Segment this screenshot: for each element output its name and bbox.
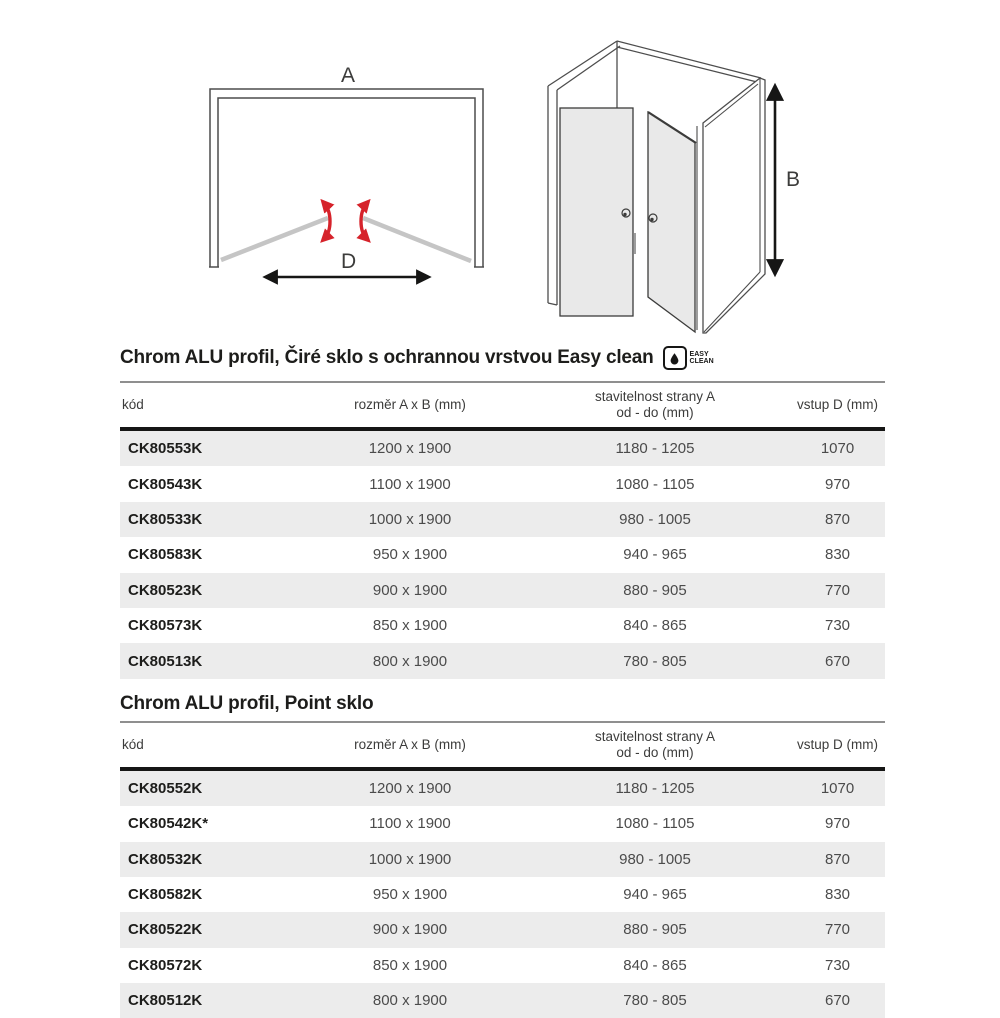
cell-code: CK80572K	[128, 956, 203, 974]
col-header-adjust-line1: stavitelnost strany A	[594, 389, 716, 404]
cell-entry: 1070	[820, 440, 855, 458]
cell-size: 950 x 1900	[372, 886, 448, 904]
cell-size: 900 x 1900	[372, 921, 448, 939]
cell-entry: 770	[824, 581, 851, 599]
cell-entry: 830	[824, 546, 851, 564]
cell-entry: 1070	[820, 779, 855, 797]
table-header-row	[120, 723, 885, 769]
cell-code: CK80533K	[128, 510, 203, 528]
badge-line2: CLEAN	[689, 358, 714, 365]
badge-line1: EASY	[689, 350, 709, 358]
cell-range: 1180 - 1205	[615, 779, 695, 797]
col-header-size: rozměr A x B (mm)	[300, 723, 520, 769]
cell-range: 780 - 805	[623, 992, 687, 1010]
cell-range: 780 - 805	[623, 652, 687, 670]
cell-size: 850 x 1900	[372, 956, 448, 974]
cell-entry: 670	[824, 652, 851, 670]
cell-size: 800 x 1900	[372, 652, 448, 670]
easy-clean-badge	[663, 346, 714, 370]
cell-code: CK80583K	[128, 546, 203, 564]
table-row	[120, 983, 885, 1018]
cell-range: 840 - 865	[623, 617, 687, 635]
cell-code: CK80523K	[128, 581, 203, 599]
spec-table-easy-clean	[120, 383, 885, 679]
cell-entry: 670	[824, 992, 851, 1010]
section-heading-point	[120, 691, 885, 723]
cell-size: 1200 x 1900	[368, 440, 452, 458]
cell-range: 1180 - 1205	[615, 440, 695, 458]
cell-entry: 730	[824, 617, 851, 635]
spec-table-point	[120, 723, 885, 1018]
cell-entry: 970	[824, 815, 851, 833]
table-row	[120, 842, 885, 877]
cell-range: 1080 - 1105	[615, 475, 695, 493]
cell-code: CK80552K	[128, 779, 203, 797]
cell-entry: 830	[824, 886, 851, 904]
table-row	[120, 429, 885, 466]
cell-code: CK80543K	[128, 475, 203, 493]
table-row	[120, 537, 885, 572]
col-header-adjust	[520, 723, 790, 769]
dimension-label-b: B	[786, 168, 801, 191]
table-row	[120, 877, 885, 912]
dimension-label-a: A	[341, 64, 356, 87]
cell-range: 980 - 1005	[619, 510, 691, 528]
section-heading-easy-clean	[120, 345, 885, 383]
col-header-adjust-line1: stavitelnost strany A	[594, 728, 716, 744]
col-header-adjust	[520, 383, 790, 429]
cell-size: 800 x 1900	[372, 992, 448, 1010]
table-body-point	[120, 769, 885, 1018]
easy-clean-badge-text	[690, 351, 714, 366]
table-body-easy-clean	[120, 429, 885, 679]
cell-size: 1000 x 1900	[368, 850, 452, 868]
dimension-label-d: D	[341, 250, 357, 273]
cell-code: CK80513K	[128, 652, 203, 670]
cell-range: 980 - 1005	[619, 850, 691, 868]
col-header-entry: vstup D (mm)	[790, 383, 885, 429]
section-title: Chrom ALU profil, Čiré sklo s ochrannou vrstvou Easy clean	[120, 347, 654, 368]
cell-size: 950 x 1900	[372, 546, 448, 564]
cell-size: 1100 x 1900	[369, 475, 451, 493]
table-row	[120, 806, 885, 841]
table-row	[120, 769, 885, 806]
cell-entry: 870	[824, 510, 851, 528]
cell-code: CK80512K	[128, 992, 203, 1010]
cell-entry: 870	[824, 850, 851, 868]
table-row	[120, 912, 885, 947]
cell-entry: 730	[824, 956, 851, 974]
col-header-kod: kód	[120, 723, 300, 769]
cell-range: 940 - 965	[623, 546, 687, 564]
table-row	[120, 466, 885, 501]
col-header-kod: kód	[120, 383, 300, 429]
content-column	[120, 0, 885, 1018]
table-header-row	[120, 383, 885, 429]
cell-size: 1000 x 1900	[368, 510, 452, 528]
col-header-adjust-line2: od - do (mm)	[616, 744, 694, 760]
section-title: Chrom ALU profil, Point sklo	[120, 692, 374, 714]
cell-code: CK80522K	[128, 921, 203, 939]
cell-range: 940 - 965	[623, 886, 687, 904]
table-row	[120, 502, 885, 537]
cell-code: CK80532K	[128, 850, 203, 868]
cell-range: 1080 - 1105	[615, 815, 695, 833]
cell-range: 880 - 905	[623, 921, 687, 939]
cell-entry: 770	[824, 921, 851, 939]
cell-code: CK80573K	[128, 617, 203, 635]
cell-code: CK80542K*	[128, 815, 209, 833]
cell-size: 900 x 1900	[372, 581, 448, 599]
droplet-icon	[663, 346, 687, 370]
col-header-adjust-line2: od - do (mm)	[616, 405, 694, 420]
table-row	[120, 948, 885, 983]
col-header-entry: vstup D (mm)	[790, 723, 885, 769]
cell-code: CK80582K	[128, 886, 203, 904]
table-row	[120, 643, 885, 678]
cell-size: 1200 x 1900	[368, 779, 452, 797]
cell-range: 880 - 905	[623, 581, 687, 599]
cell-range: 840 - 865	[623, 956, 687, 974]
table-row	[120, 608, 885, 643]
col-header-size: rozměr A x B (mm)	[300, 383, 520, 429]
cell-size: 850 x 1900	[372, 617, 448, 635]
cell-code: CK80553K	[128, 440, 203, 458]
cell-entry: 970	[824, 475, 851, 493]
cell-size: 1100 x 1900	[369, 815, 451, 833]
table-row	[120, 573, 885, 608]
